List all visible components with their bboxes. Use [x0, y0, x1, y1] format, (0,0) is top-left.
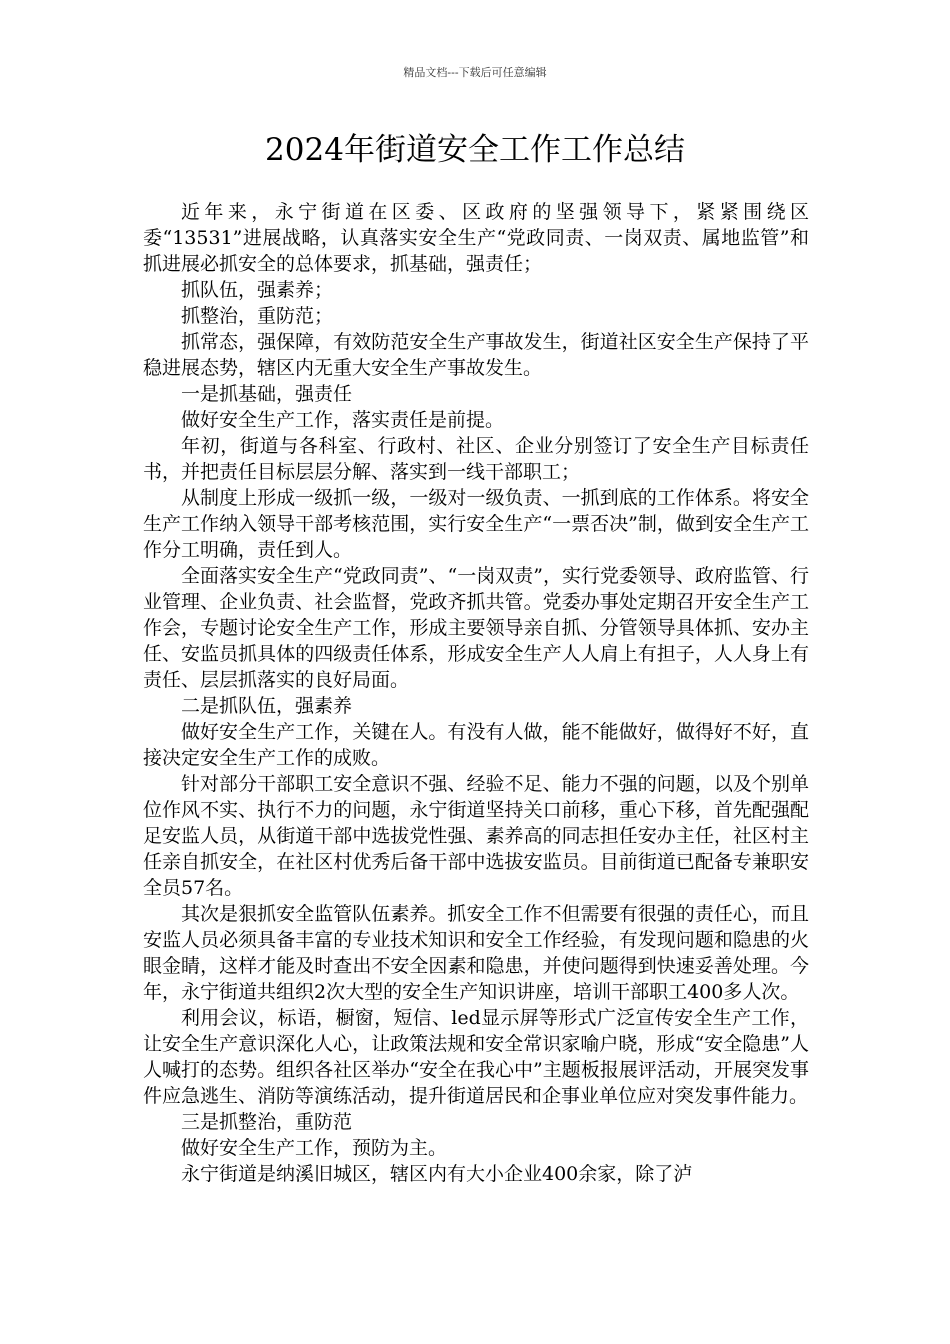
paragraph: 做好安全生产工作，预防为主。 [181, 1137, 448, 1159]
document-title: 2024年街道安全工作工作总结 [265, 132, 685, 168]
paragraph: 年初，街道与各科室、行政村、社区、企业分别签订了安全生产目标责任书，并把责任目标层层分解、落实到一线干部职工； [143, 435, 809, 483]
paragraph: 近年来，永宁街道在区委、区政府的坚强领导下，紧紧围绕区委“13531”进展战略，认真落实安全生产“党政同责、一岗双责、属地监管”和抓进展必抓安全的总体要求，抓基础，强责任； [143, 201, 809, 275]
paragraph: 抓队伍，强素养； [181, 279, 334, 301]
page-header: 精品文档---下载后可任意编辑 [403, 66, 547, 79]
paragraph: 其次是狠抓安全监管队伍素养。抓安全工作不但需要有很强的责任心，而且安监人员必须具备丰富的专业技术知识和安全工作经验，有发现问题和隐患的火眼金睛，这样才能及时查出不安全因素和隐患，并使问题得到快速妥善处理。今年，永宁街道共组织2次大型的安全生产知识讲座，培训干部职工400多人次。 [143, 903, 809, 1003]
paragraph: 利用会议，标语，橱窗，短信、led显示屏等形式广泛宣传安全生产工作，让安全生产意识深化人心，让政策法规和安全常识家喻户晓，形成“安全隐患”人人喊打的态势。组织各社区举办“安全在我心中”主题板报展评活动，开展突发事件应急逃生、消防等演练活动，提升街道居民和企事业单位应对突发事件能力。 [143, 1007, 809, 1107]
document-body [143, 199, 809, 1187]
section-heading: 三是抓整治，重防范 [181, 1111, 353, 1133]
section-heading: 一是抓基础，强责任 [181, 383, 353, 405]
paragraph: 抓常态，强保障，有效防范安全生产事故发生，街道社区安全生产保持了平稳进展态势，辖区内无重大安全生产事故发生。 [143, 331, 809, 379]
paragraph: 永宁街道是纳溪旧城区，辖区内有大小企业400余家，除了泸 [181, 1163, 693, 1185]
paragraph: 针对部分干部职工安全意识不强、经验不足、能力不强的问题，以及个别单位作风不实、执行不力的问题，永宁街道坚持关口前移，重心下移，首先配强配足安监人员，从街道干部中选拔党性强、素养高的同志担任安办主任，社区村主任亲自抓安全，在社区村优秀后备干部中选拔安监员。目前街道已配备专兼职安全员57名。 [143, 773, 809, 899]
paragraph: 做好安全生产工作，落实责任是前提。 [181, 409, 505, 431]
paragraph: 抓整治，重防范； [181, 305, 334, 327]
section-heading: 二是抓队伍，强素养 [181, 695, 353, 717]
paragraph: 从制度上形成一级抓一级，一级对一级负责、一抓到底的工作体系。将安全生产工作纳入领导干部考核范围，实行安全生产“一票否决”制，做到安全生产工作分工明确，责任到人。 [143, 487, 809, 561]
paragraph: 全面落实安全生产“党政同责”、“一岗双责”，实行党委领导、政府监管、行业管理、企业负责、社会监督，党政齐抓共管。党委办事处定期召开安全生产工作会，专题讨论安全生产工作，形成主要领导亲自抓、分管领导具体抓、安办主任、安监员抓具体的四级责任体系，形成安全生产人人肩上有担子，人人身上有责任、层层抓落实的良好局面。 [143, 565, 809, 691]
paragraph: 做好安全生产工作，关键在人。有没有人做，能不能做好，做得好不好，直接决定安全生产工作的成败。 [143, 721, 809, 769]
